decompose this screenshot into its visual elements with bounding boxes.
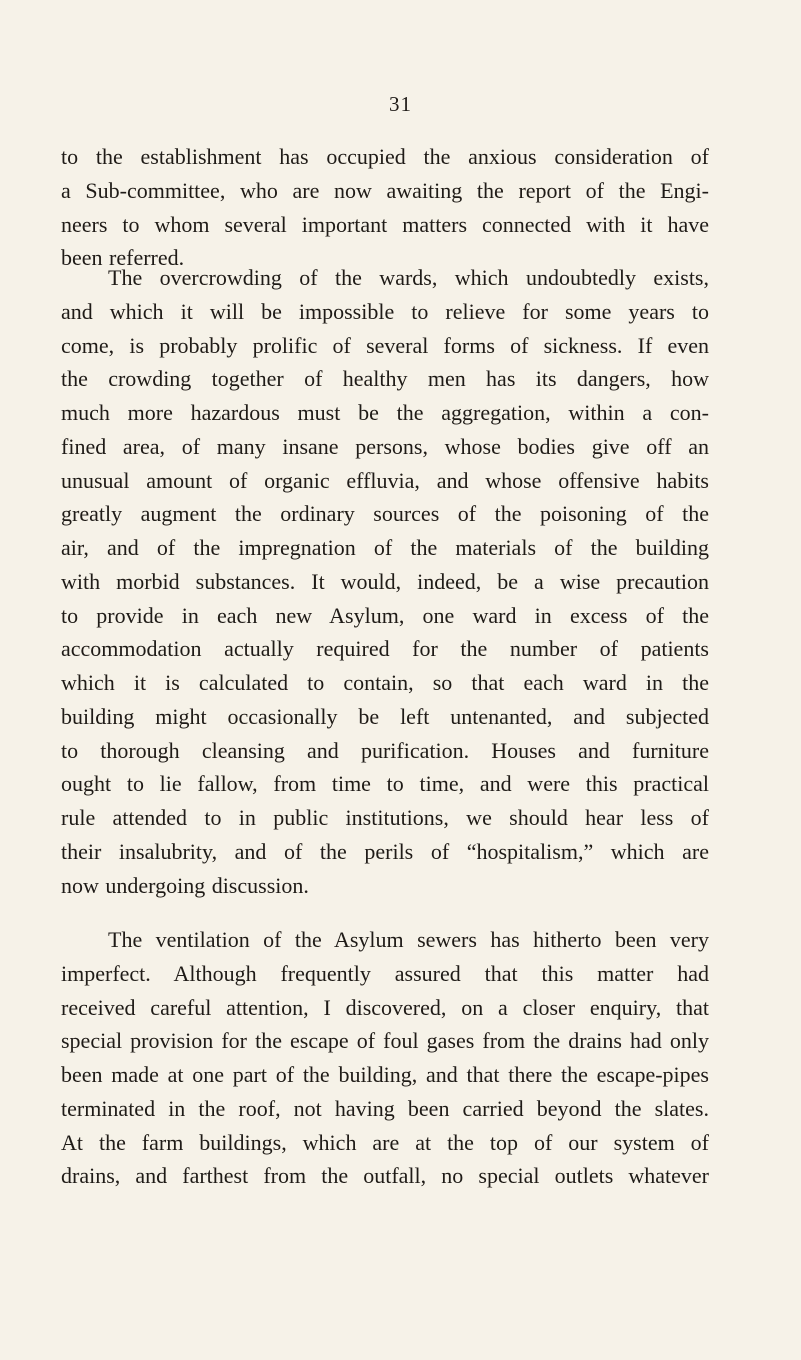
paragraph-line: special provision for the escape of foul gases from the drains had only — [61, 1028, 709, 1054]
paragraph-line: air, and of the impregnation of the materials of the building — [61, 535, 709, 560]
paragraph-line: building might occasionally be left untenanted, and subjected — [61, 703, 709, 729]
paragraph-line: imperfect. Although frequently assured that this matter had — [61, 960, 709, 986]
paragraph-line: received careful attention, I discovered, on a closer enquiry, that — [61, 994, 709, 1020]
paragraph-line: now undergoing discussion. — [61, 872, 309, 898]
paragraph-line: fined area, of many insane persons, whose bodies give off an — [61, 433, 709, 459]
paragraph-line: unusual amount of organic effluvia, and whose offensive habits — [61, 467, 709, 493]
paragraph-line: and which it will be impossible to relieve for some years to — [61, 298, 709, 324]
paragraph-2 — [61, 261, 709, 902]
paragraph-line: to the establishment has occupied the anxious consideration of — [61, 144, 709, 169]
paragraph-line: a Sub-committee, who are now awaiting the report of the Engi- — [61, 177, 709, 203]
paragraph-3 — [61, 923, 709, 1193]
paragraph-line: neers to whom several important matters connected with it have — [61, 211, 709, 237]
paragraph-line: with morbid substances. It would, indeed, be a wise precaution — [61, 568, 709, 594]
paragraph-line: rule attended to in public institutions, we should hear less of — [61, 805, 709, 830]
paragraph-line: been referred. — [61, 245, 185, 271]
paragraph-line: been made at one part of the building, and that there the escape-pipes — [61, 1062, 709, 1087]
paragraph-line: their insalubrity, and of the perils of “hospitalism,” which are — [61, 838, 709, 864]
paragraph-line: much more hazardous must be the aggregation, within a con- — [61, 400, 709, 425]
paragraph-line: The ventilation of the Asylum sewers has hitherto been very — [108, 927, 709, 952]
paragraph-line: the crowding together of healthy men has its dangers, how — [61, 366, 709, 392]
paragraph-line: ought to lie fallow, from time to time, and were this practical — [61, 771, 709, 797]
paragraph-line: drains, and farthest from the outfall, no special outlets whatever — [61, 1163, 709, 1189]
paragraph-line: terminated in the roof, not having been carried beyond the slates. — [61, 1095, 709, 1121]
paragraph-1 — [61, 140, 709, 275]
paragraph-line: At the farm buildings, which are at the top of our system of — [61, 1129, 709, 1155]
page-number: 31 — [389, 92, 412, 116]
paragraph-line: The overcrowding of the wards, which undoubtedly exists, — [108, 265, 709, 290]
paragraph-line: to thorough cleansing and purification. Houses and furniture — [61, 737, 709, 763]
paragraph-line: come, is probably prolific of several forms of sickness. If even — [61, 332, 709, 358]
paragraph-line: to provide in each new Asylum, one ward in excess of the — [61, 602, 709, 628]
paragraph-line: which it is calculated to contain, so that each ward in the — [61, 670, 709, 695]
paragraph-line: accommodation actually required for the number of patients — [61, 636, 709, 662]
paragraph-line: greatly augment the ordinary sources of the poisoning of the — [61, 501, 709, 527]
